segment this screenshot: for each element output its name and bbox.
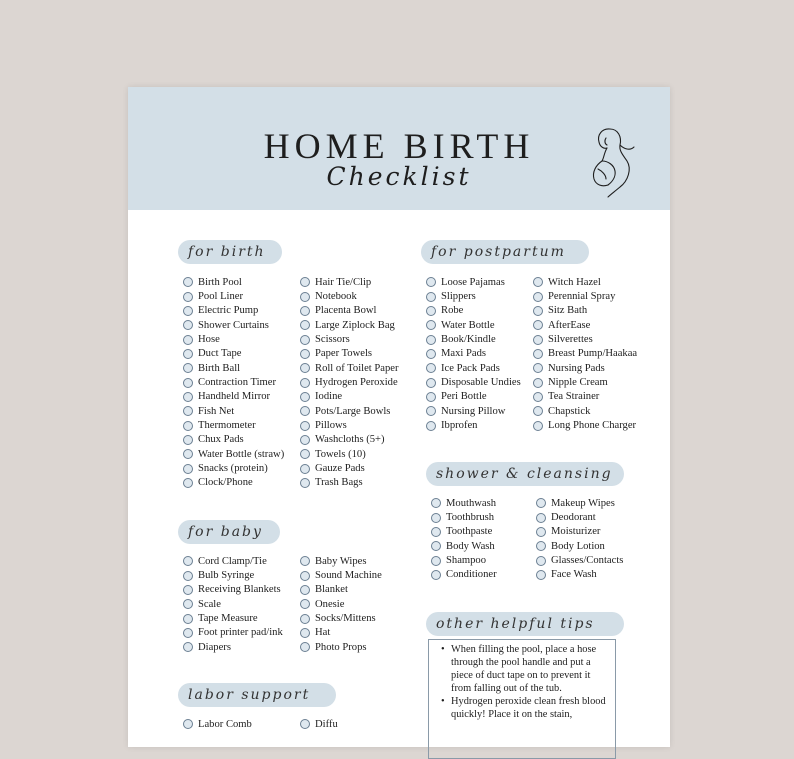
pregnant-woman-icon bbox=[580, 125, 642, 197]
checklist-item-label: Pool Liner bbox=[198, 291, 244, 303]
checklist-item-label: Iodine bbox=[315, 391, 343, 403]
checklist-item-label: Peri Bottle bbox=[441, 391, 487, 403]
checklist-item-foot-printer-pad-ink[interactable] bbox=[183, 626, 283, 640]
checkbox-circle-icon[interactable] bbox=[300, 556, 310, 566]
checklist-item-scissors[interactable] bbox=[300, 332, 399, 346]
checklist-item-snacks-protein[interactable] bbox=[183, 461, 284, 475]
checkbox-circle-icon[interactable] bbox=[300, 363, 310, 373]
postpartum-list-left bbox=[426, 275, 521, 433]
checklist-item-label: Roll of Toilet Paper bbox=[315, 362, 399, 374]
checklist-item-maxi-pads[interactable] bbox=[426, 347, 521, 361]
checklist-item-label: Hose bbox=[198, 334, 220, 346]
checklist-item-diapers[interactable] bbox=[183, 640, 283, 654]
checklist-item-birth-ball[interactable] bbox=[183, 361, 284, 375]
checklist-item-label: Contraction Timer bbox=[198, 377, 276, 389]
tips-list bbox=[429, 640, 615, 721]
checklist-item-label: Slippers bbox=[441, 291, 476, 303]
checklist-item-label: Toothbrush bbox=[446, 512, 495, 524]
checklist-item-gauze-pads[interactable] bbox=[300, 461, 399, 475]
checklist-item-label: Conditioner bbox=[446, 569, 497, 581]
checkbox-circle-icon[interactable] bbox=[431, 527, 441, 537]
checklist-item-label: Sound Machine bbox=[315, 570, 382, 582]
checklist-item-duct-tape[interactable] bbox=[183, 347, 284, 361]
header-band bbox=[128, 87, 670, 210]
checklist-item-handheld-mirror[interactable] bbox=[183, 390, 284, 404]
labor-list-right bbox=[300, 717, 338, 731]
checkbox-circle-icon[interactable] bbox=[183, 642, 193, 652]
checkbox-circle-icon[interactable] bbox=[431, 570, 441, 580]
checklist-item-toothbrush[interactable] bbox=[431, 510, 497, 524]
checklist-item-label: Hydrogen Peroxide bbox=[315, 377, 398, 389]
checklist-item-roll-of-toilet-paper[interactable] bbox=[300, 361, 399, 375]
section-title-for-baby: for baby bbox=[178, 520, 280, 544]
checkbox-circle-icon[interactable] bbox=[426, 406, 436, 416]
checklist-item-label: Duct Tape bbox=[198, 348, 242, 360]
checkbox-circle-icon[interactable] bbox=[300, 406, 310, 416]
checklist-item-label: AfterEase bbox=[548, 319, 591, 331]
checklist-item-afterease[interactable] bbox=[533, 318, 637, 332]
checklist-item-label: Pillows bbox=[315, 420, 347, 432]
checklist-item-label: Sitz Bath bbox=[548, 305, 588, 317]
checkbox-circle-icon[interactable] bbox=[300, 292, 310, 302]
checklist-item-nursing-pads[interactable] bbox=[533, 361, 637, 375]
checkbox-circle-icon[interactable] bbox=[533, 378, 543, 388]
checklist-item-clock-phone[interactable] bbox=[183, 476, 284, 490]
checklist-item-hose[interactable] bbox=[183, 332, 284, 346]
checklist-item-large-ziplock-bag[interactable] bbox=[300, 318, 399, 332]
checklist-item-contraction-timer[interactable] bbox=[183, 375, 284, 389]
checklist-item-label: Chux Pads bbox=[198, 434, 244, 446]
checkbox-circle-icon[interactable] bbox=[536, 527, 546, 537]
checkbox-circle-icon[interactable] bbox=[426, 392, 436, 402]
checklist-item-label: Scale bbox=[198, 598, 221, 610]
checklist-item-baby-wipes[interactable] bbox=[300, 554, 382, 568]
baby-list-right bbox=[300, 554, 382, 654]
checkbox-circle-icon[interactable] bbox=[300, 392, 310, 402]
checklist-item-label: Book/Kindle bbox=[441, 334, 496, 346]
checklist-item-label: Witch Hazel bbox=[548, 276, 601, 288]
checklist-item-thermometer[interactable] bbox=[183, 418, 284, 432]
checklist-item-tape-measure[interactable] bbox=[183, 611, 283, 625]
checklist-item-label: Makeup Wipes bbox=[551, 497, 615, 509]
checklist-item-label: Moisturizer bbox=[551, 526, 601, 538]
checklist-item-label: Electric Pump bbox=[198, 305, 259, 317]
checklist-item-deodorant[interactable] bbox=[536, 510, 623, 524]
checklist-item-label: Glasses/Contacts bbox=[551, 555, 624, 567]
section-title-other-helpful-tips: other helpful tips bbox=[426, 612, 624, 636]
checkbox-circle-icon[interactable] bbox=[183, 406, 193, 416]
checklist-item-shower-curtains[interactable] bbox=[183, 318, 284, 332]
checklist-item-water-bottle-straw[interactable] bbox=[183, 447, 284, 461]
checkbox-circle-icon[interactable] bbox=[426, 320, 436, 330]
birth-list-right bbox=[300, 275, 399, 490]
checkbox-circle-icon[interactable] bbox=[533, 335, 543, 345]
checkbox-circle-icon[interactable] bbox=[183, 320, 193, 330]
postpartum-list-right bbox=[533, 275, 637, 433]
checklist-item-bulb-syringe[interactable] bbox=[183, 568, 283, 582]
checklist-item-label: Diapers bbox=[198, 641, 231, 653]
checklist-item-disposable-undies[interactable] bbox=[426, 375, 521, 389]
checklist-item-label: Fish Net bbox=[198, 405, 235, 417]
checklist-item-label: Towels (10) bbox=[315, 448, 366, 460]
checklist-item-breast-pump-haakaa[interactable] bbox=[533, 347, 637, 361]
checkbox-circle-icon[interactable] bbox=[183, 292, 193, 302]
checkbox-circle-icon[interactable] bbox=[300, 719, 310, 729]
checkbox-circle-icon[interactable] bbox=[183, 614, 193, 624]
checkbox-circle-icon[interactable] bbox=[300, 642, 310, 652]
checklist-item-label: Paper Towels bbox=[315, 348, 373, 360]
checkbox-circle-icon[interactable] bbox=[426, 349, 436, 359]
checklist-item-label: Foot printer pad/ink bbox=[198, 627, 283, 639]
tip-item: • When filling the pool, place a hose through the pool handle and put a piece of duct tape on to prevent it from falling out of the tub. bbox=[441, 643, 611, 695]
checklist-item-label: Disposable Undies bbox=[441, 377, 521, 389]
checklist-item-peri-bottle[interactable] bbox=[426, 390, 521, 404]
checklist-item-label: Water Bottle (straw) bbox=[198, 448, 285, 460]
checkbox-circle-icon[interactable] bbox=[183, 306, 193, 316]
checklist-item-label: Thermometer bbox=[198, 420, 256, 432]
checklist-item-washcloths-5[interactable] bbox=[300, 433, 399, 447]
checklist-item-sitz-bath[interactable] bbox=[533, 304, 637, 318]
checkbox-circle-icon[interactable] bbox=[426, 378, 436, 388]
checkbox-circle-icon[interactable] bbox=[533, 349, 543, 359]
checkbox-circle-icon[interactable] bbox=[300, 478, 310, 488]
checkbox-circle-icon[interactable] bbox=[183, 478, 193, 488]
checklist-item-diffu[interactable] bbox=[300, 717, 338, 731]
checkbox-circle-icon[interactable] bbox=[533, 392, 543, 402]
checklist-item-label: Ice Pack Pads bbox=[441, 362, 500, 374]
checklist-item-label: Birth Ball bbox=[198, 362, 241, 374]
checkbox-circle-icon[interactable] bbox=[183, 435, 193, 445]
checkbox-circle-icon[interactable] bbox=[536, 556, 546, 566]
checklist-item-socks-mittens[interactable] bbox=[300, 611, 382, 625]
checklist-item-label: Shampoo bbox=[446, 555, 487, 567]
checklist-item-label: Nursing Pads bbox=[548, 362, 605, 374]
checklist-item-label: Placenta Bowl bbox=[315, 305, 377, 317]
checklist-item-book-kindle[interactable] bbox=[426, 332, 521, 346]
checkbox-circle-icon[interactable] bbox=[183, 349, 193, 359]
checklist-item-slippers[interactable] bbox=[426, 289, 521, 303]
checklist-item-label: Body Wash bbox=[446, 540, 495, 552]
checklist-item-shampoo[interactable] bbox=[431, 553, 497, 567]
checklist-item-photo-props[interactable] bbox=[300, 640, 382, 654]
checklist-item-moisturizer[interactable] bbox=[536, 525, 623, 539]
checkbox-circle-icon[interactable] bbox=[426, 277, 436, 287]
tip-item: • Hydrogen peroxide clean fresh blood quickly! Place it on the stain, bbox=[441, 695, 611, 721]
checkbox-circle-icon[interactable] bbox=[533, 320, 543, 330]
checkbox-circle-icon[interactable] bbox=[183, 556, 193, 566]
checklist-item-iodine[interactable] bbox=[300, 390, 399, 404]
checklist-item-label: Trash Bags bbox=[315, 477, 363, 489]
checklist-item-conditioner[interactable] bbox=[431, 568, 497, 582]
checklist-item-hat[interactable] bbox=[300, 626, 382, 640]
checklist-item-sound-machine[interactable] bbox=[300, 568, 382, 582]
tips-box bbox=[428, 639, 616, 759]
checklist-item-label: Labor Comb bbox=[198, 718, 252, 730]
checkbox-circle-icon[interactable] bbox=[300, 628, 310, 638]
checklist-item-notebook[interactable] bbox=[300, 289, 399, 303]
section-title-shower-cleansing: shower & cleansing bbox=[426, 462, 624, 486]
checkbox-circle-icon[interactable] bbox=[183, 599, 193, 609]
checklist-item-label: Long Phone Charger bbox=[548, 420, 637, 432]
checklist-item-label: Loose Pajamas bbox=[441, 276, 505, 288]
checklist-page bbox=[128, 87, 670, 747]
checklist-item-label: Maxi Pads bbox=[441, 348, 487, 360]
checkbox-circle-icon[interactable] bbox=[183, 449, 193, 459]
checklist-item-ibprofen[interactable] bbox=[426, 418, 521, 432]
checklist-item-hydrogen-peroxide[interactable] bbox=[300, 375, 399, 389]
checklist-item-nipple-cream[interactable] bbox=[533, 375, 637, 389]
labor-list-left bbox=[183, 717, 252, 731]
checklist-item-trash-bags[interactable] bbox=[300, 476, 399, 490]
birth-list-left bbox=[183, 275, 284, 490]
checkbox-circle-icon[interactable] bbox=[533, 292, 543, 302]
checklist-item-scale[interactable] bbox=[183, 597, 283, 611]
checkbox-circle-icon[interactable] bbox=[300, 378, 310, 388]
section-title-for-postpartum: for postpartum bbox=[421, 240, 589, 264]
shower-list-left bbox=[431, 496, 497, 582]
checklist-item-label: Clock/Phone bbox=[198, 477, 253, 489]
checklist-item-toothpaste[interactable] bbox=[431, 525, 497, 539]
checklist-item-label: Chapstick bbox=[548, 405, 591, 417]
checklist-item-label: Hair Tie/Clip bbox=[315, 276, 372, 288]
checkbox-circle-icon[interactable] bbox=[300, 464, 310, 474]
checklist-item-label: Diffu bbox=[315, 718, 338, 730]
section-title-for-birth: for birth bbox=[178, 240, 282, 264]
checkbox-circle-icon[interactable] bbox=[300, 585, 310, 595]
checklist-item-label: Shower Curtains bbox=[198, 319, 269, 331]
checkbox-circle-icon[interactable] bbox=[533, 421, 543, 431]
checklist-item-label: Socks/Mittens bbox=[315, 613, 376, 625]
checklist-item-label: Toothpaste bbox=[446, 526, 493, 538]
checklist-item-cord-clamp-tie[interactable] bbox=[183, 554, 283, 568]
checklist-item-robe[interactable] bbox=[426, 304, 521, 318]
checklist-item-label: Handheld Mirror bbox=[198, 391, 271, 403]
checklist-item-label: Tea Strainer bbox=[548, 391, 600, 403]
checklist-item-chapstick[interactable] bbox=[533, 404, 637, 418]
checklist-item-label: Blanket bbox=[315, 584, 348, 596]
checklist-item-towels-10[interactable] bbox=[300, 447, 399, 461]
checklist-item-glasses-contacts[interactable] bbox=[536, 553, 623, 567]
checklist-item-label: Nipple Cream bbox=[548, 377, 608, 389]
checklist-item-silverettes[interactable] bbox=[533, 332, 637, 346]
section-title-labor-support: labor support bbox=[178, 683, 336, 707]
checkbox-circle-icon[interactable] bbox=[300, 435, 310, 445]
checklist-item-hair-tie-clip[interactable] bbox=[300, 275, 399, 289]
checkbox-circle-icon[interactable] bbox=[300, 421, 310, 431]
checklist-item-loose-pajamas[interactable] bbox=[426, 275, 521, 289]
checkbox-circle-icon[interactable] bbox=[536, 541, 546, 551]
checklist-item-label: Nursing Pillow bbox=[441, 405, 506, 417]
checklist-item-label: Receiving Blankets bbox=[198, 584, 281, 596]
checklist-item-paper-towels[interactable] bbox=[300, 347, 399, 361]
checkbox-circle-icon[interactable] bbox=[426, 421, 436, 431]
checklist-item-labor-comb[interactable] bbox=[183, 717, 252, 731]
checkbox-circle-icon[interactable] bbox=[533, 406, 543, 416]
checkbox-circle-icon[interactable] bbox=[431, 498, 441, 508]
checklist-item-label: Robe bbox=[441, 305, 464, 317]
checklist-item-label: Notebook bbox=[315, 291, 357, 303]
checklist-item-label: Mouthwash bbox=[446, 497, 497, 509]
checklist-item-label: Pots/Large Bowls bbox=[315, 405, 391, 417]
checklist-item-label: Baby Wipes bbox=[315, 555, 367, 567]
checkbox-circle-icon[interactable] bbox=[431, 556, 441, 566]
checkbox-circle-icon[interactable] bbox=[300, 335, 310, 345]
checklist-item-makeup-wipes[interactable] bbox=[536, 496, 623, 510]
checklist-item-label: Onesie bbox=[315, 598, 345, 610]
checkbox-circle-icon[interactable] bbox=[536, 513, 546, 523]
checklist-item-body-wash[interactable] bbox=[431, 539, 497, 553]
page-subtitle: Checklist bbox=[326, 162, 472, 191]
checklist-item-pillows[interactable] bbox=[300, 418, 399, 432]
checkbox-circle-icon[interactable] bbox=[183, 585, 193, 595]
checklist-item-label: Snacks (protein) bbox=[198, 463, 268, 475]
checklist-item-label: Washcloths (5+) bbox=[315, 434, 385, 446]
checklist-item-long-phone-charger[interactable] bbox=[533, 418, 637, 432]
checklist-item-mouthwash[interactable] bbox=[431, 496, 497, 510]
checklist-item-chux-pads[interactable] bbox=[183, 433, 284, 447]
checklist-item-water-bottle[interactable] bbox=[426, 318, 521, 332]
checklist-item-birth-pool[interactable] bbox=[183, 275, 284, 289]
checkbox-circle-icon[interactable] bbox=[300, 306, 310, 316]
checkbox-circle-icon[interactable] bbox=[183, 378, 193, 388]
checkbox-circle-icon[interactable] bbox=[300, 349, 310, 359]
checklist-item-label: Birth Pool bbox=[198, 276, 242, 288]
checklist-item-blanket[interactable] bbox=[300, 583, 382, 597]
checklist-item-label: Photo Props bbox=[315, 641, 367, 653]
checklist-item-label: Body Lotion bbox=[551, 540, 605, 552]
checkbox-circle-icon[interactable] bbox=[183, 277, 193, 287]
checklist-item-electric-pump[interactable] bbox=[183, 304, 284, 318]
checkbox-circle-icon[interactable] bbox=[183, 464, 193, 474]
checklist-item-label: Gauze Pads bbox=[315, 463, 365, 475]
checkbox-circle-icon[interactable] bbox=[300, 277, 310, 287]
checklist-item-witch-hazel[interactable] bbox=[533, 275, 637, 289]
checkbox-circle-icon[interactable] bbox=[426, 292, 436, 302]
checkbox-circle-icon[interactable] bbox=[183, 421, 193, 431]
checklist-item-nursing-pillow[interactable] bbox=[426, 404, 521, 418]
checkbox-circle-icon[interactable] bbox=[300, 449, 310, 459]
checkbox-circle-icon[interactable] bbox=[431, 541, 441, 551]
checkbox-circle-icon[interactable] bbox=[183, 571, 193, 581]
checkbox-circle-icon[interactable] bbox=[426, 306, 436, 316]
checkbox-circle-icon[interactable] bbox=[426, 363, 436, 373]
checkbox-circle-icon[interactable] bbox=[300, 599, 310, 609]
checklist-item-label: Silverettes bbox=[548, 334, 593, 346]
checkbox-circle-icon[interactable] bbox=[536, 498, 546, 508]
checkbox-circle-icon[interactable] bbox=[431, 513, 441, 523]
checklist-item-label: Water Bottle bbox=[441, 319, 495, 331]
checkbox-circle-icon[interactable] bbox=[300, 614, 310, 624]
checkbox-circle-icon[interactable] bbox=[183, 719, 193, 729]
checklist-item-receiving-blankets[interactable] bbox=[183, 583, 283, 597]
checklist-item-label: Hat bbox=[315, 627, 331, 639]
checkbox-circle-icon[interactable] bbox=[183, 335, 193, 345]
checklist-item-label: Face Wash bbox=[551, 569, 597, 581]
checklist-item-label: Bulb Syringe bbox=[198, 570, 255, 582]
shower-list-right bbox=[536, 496, 623, 582]
checklist-item-ice-pack-pads[interactable] bbox=[426, 361, 521, 375]
page-title: HOME BIRTH bbox=[263, 126, 535, 166]
checklist-item-pots-large-bowls[interactable] bbox=[300, 404, 399, 418]
checklist-item-label: Cord Clamp/Tie bbox=[198, 555, 267, 567]
checklist-item-placenta-bowl[interactable] bbox=[300, 304, 399, 318]
checklist-item-label: Deodorant bbox=[551, 512, 596, 524]
checkbox-circle-icon[interactable] bbox=[183, 392, 193, 402]
checkbox-circle-icon[interactable] bbox=[533, 306, 543, 316]
checklist-item-pool-liner[interactable] bbox=[183, 289, 284, 303]
checklist-item-label: Large Ziplock Bag bbox=[315, 319, 395, 331]
checklist-item-body-lotion[interactable] bbox=[536, 539, 623, 553]
checklist-item-label: Scissors bbox=[315, 334, 350, 346]
checklist-item-onesie[interactable] bbox=[300, 597, 382, 611]
checklist-item-tea-strainer[interactable] bbox=[533, 390, 637, 404]
checklist-item-label: Breast Pump/Haakaa bbox=[548, 348, 638, 360]
checkbox-circle-icon[interactable] bbox=[183, 363, 193, 373]
checkbox-circle-icon[interactable] bbox=[533, 277, 543, 287]
checklist-item-perennial-spray[interactable] bbox=[533, 289, 637, 303]
baby-list-left bbox=[183, 554, 283, 654]
checkbox-circle-icon[interactable] bbox=[536, 570, 546, 580]
checklist-item-face-wash[interactable] bbox=[536, 568, 623, 582]
checkbox-circle-icon[interactable] bbox=[300, 320, 310, 330]
checkbox-circle-icon[interactable] bbox=[426, 335, 436, 345]
checklist-item-label: Tape Measure bbox=[198, 613, 258, 625]
checklist-item-fish-net[interactable] bbox=[183, 404, 284, 418]
checklist-item-label: Ibprofen bbox=[441, 420, 478, 432]
checkbox-circle-icon[interactable] bbox=[300, 571, 310, 581]
checklist-item-label: Perennial Spray bbox=[548, 291, 616, 303]
checkbox-circle-icon[interactable] bbox=[533, 363, 543, 373]
checkbox-circle-icon[interactable] bbox=[183, 628, 193, 638]
